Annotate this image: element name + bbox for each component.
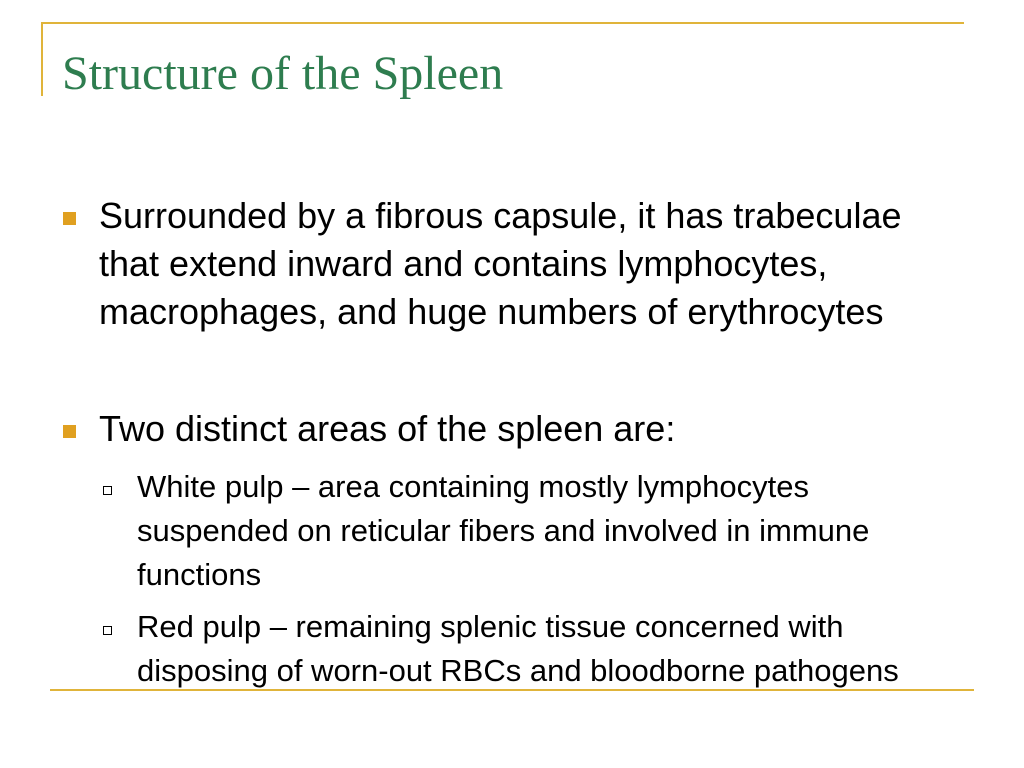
top-rule (41, 22, 964, 24)
bullet-text: Two distinct areas of the spleen are: (99, 408, 676, 449)
sub-bullet-item (137, 465, 957, 597)
left-rule (41, 22, 43, 96)
sub-bullet-text: White pulp – area containing mostly lymphocytes suspended on reticular fibers and involved in immune functions (137, 469, 870, 592)
bullet-text: Surrounded by a fibrous capsule, it has trabeculae that extend inward and contains lymphocytes, macrophages, and huge numbers of erythrocytes (99, 195, 902, 332)
square-bullet-icon (63, 425, 76, 438)
sub-bullet-item (137, 605, 957, 693)
bullet-item (99, 192, 949, 336)
bullet-item (99, 405, 949, 453)
hollow-square-bullet-icon (103, 486, 112, 495)
bottom-rule (50, 689, 974, 691)
slide-title: Structure of the Spleen (62, 47, 504, 100)
hollow-square-bullet-icon (103, 626, 112, 635)
square-bullet-icon (63, 212, 76, 225)
sub-bullet-text: Red pulp – remaining splenic tissue concerned with disposing of worn-out RBCs and bloodborne pathogens (137, 609, 899, 688)
